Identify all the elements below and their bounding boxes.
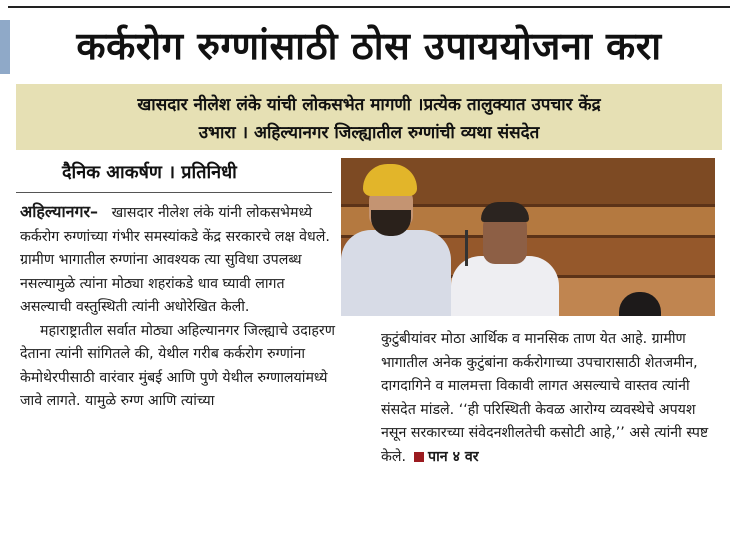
- article-headline: कर्करोग रुग्णांसाठी ठोस उपाययोजना करा: [76, 24, 662, 68]
- dateline: अहिल्यानगर–: [20, 202, 99, 221]
- parliament-photo: [341, 158, 715, 316]
- left-accent-bar: [0, 20, 10, 74]
- subhead-box: [16, 84, 722, 150]
- paragraph-3: [381, 328, 713, 469]
- article-column-right: [381, 328, 713, 469]
- article-column-left: [20, 200, 336, 414]
- top-rule: [8, 6, 730, 8]
- continued-on-page[interactable]: पान ४ वर: [428, 448, 479, 465]
- byline-divider: [16, 192, 332, 193]
- paragraph-3-text: कुटुंबीयांवर मोठा आर्थिक व मानसिक ताण येत आहे. ग्रामीण भागातील अनेक कुटुंबांना कर्करोगाच्या उपचारासाठी शेतजमीन, दागदागिने व मालमत्ता विकावी लागत असल्याचे वास्तव त्यांनी संसदेत मांडले. ‘‘ही परिस्थिती केवळ आरोग्य व्यवस्थेचे अपयश नसून सरकारच्या संवेदनशीलतेची कसोटी आहे,’’ असे त्यांनी स्पष्ट केले.: [381, 331, 709, 465]
- paragraph-1: [20, 200, 336, 320]
- continued-marker-icon: [414, 452, 424, 462]
- paragraph-1-text: खासदार नीलेश लंके यांनी लोकसभेमध्ये कर्करोग रुग्णांच्या गंभीर समस्यांकडे केंद्र सरकारचे लक्ष वेधले. ग्रामीण भागातील रुग्णांना आवश्यक त्या सुविधा उपलब्ध नसल्यामुळे त्यांना मोठ्या शहरांकडे धाव घ्यावी लागत असल्याची वस्तुस्थिती त्यांनी अधोरेखित केली.: [20, 205, 330, 315]
- subhead-line-1: खासदार नीलेश लंके यांची लोकसभेत मागणी ।प्रत्येक तालुक्यात उपचार केंद्र: [137, 95, 601, 115]
- paragraph-2: महाराष्ट्रातील सर्वात मोठ्या अहिल्यानगर जिल्ह्याचे उदाहरण देताना त्यांनी सांगितले की, येथील गरीब कर्करोग रुग्णांना केमोथेरपीसाठी वारंवार मुंबई आणि पुणे येथील रुग्णालयांमध्ये जावे लागते. यामुळे रुग्ण आणि त्यांच्या: [20, 322, 335, 409]
- subhead-line-2: उभारा । अहिल्यानगर जिल्ह्यातील रुग्णांची व्यथा संसदेत: [198, 123, 540, 143]
- byline: दैनिक आकर्षण । प्रतिनिधी: [62, 162, 237, 183]
